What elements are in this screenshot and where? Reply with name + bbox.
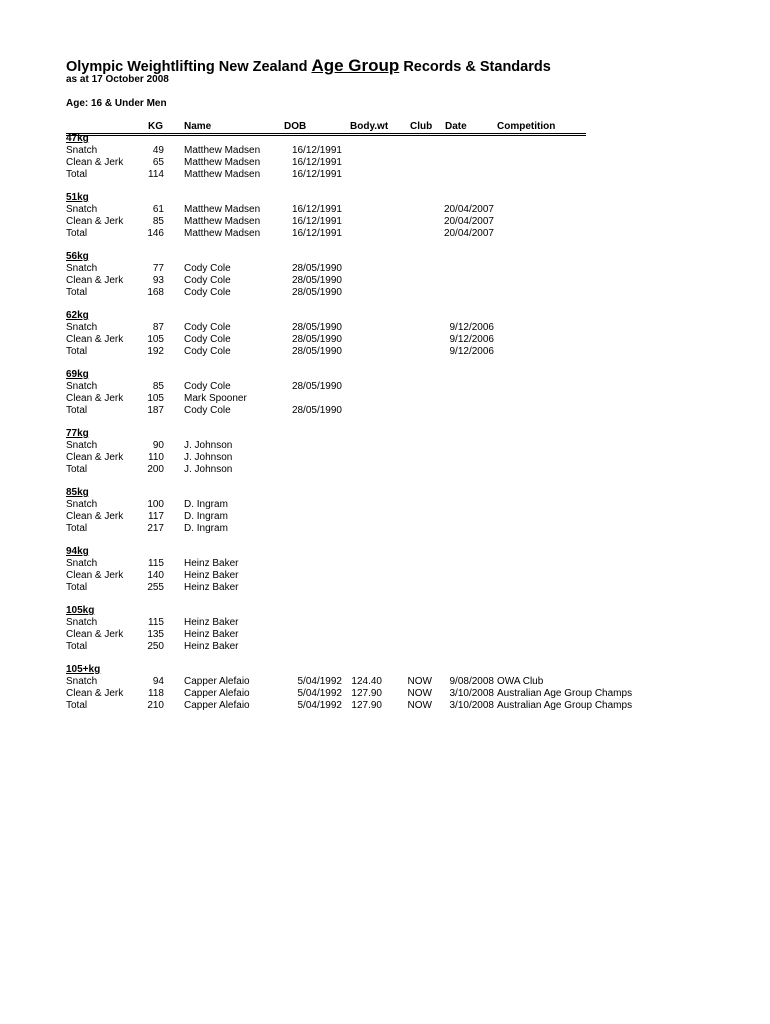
- record-name: Cody Cole: [184, 287, 231, 298]
- record-lift: Clean & Jerk: [66, 511, 124, 522]
- record-kg: 114: [148, 169, 164, 180]
- record-row: [66, 440, 686, 452]
- record-row: [66, 405, 686, 417]
- record-kg: 146: [147, 228, 164, 239]
- record-lift: Total: [66, 582, 88, 593]
- weight-class-heading: 62kg: [66, 310, 89, 321]
- record-name: Heinz Baker: [184, 617, 239, 628]
- record-kg: 140: [147, 570, 164, 581]
- record-bodywt: 127.90: [351, 688, 382, 699]
- record-row: [66, 688, 686, 700]
- record-kg: 90: [152, 440, 164, 451]
- record-kg: 85: [152, 381, 164, 392]
- record-kg: 200: [147, 464, 164, 475]
- record-name: D. Ingram: [184, 523, 228, 534]
- record-kg: 115: [148, 558, 164, 569]
- record-row: [66, 263, 686, 275]
- record-lift: Clean & Jerk: [66, 216, 124, 227]
- record-lift: Total: [66, 405, 88, 416]
- record-kg: 255: [147, 582, 164, 593]
- record-name: Heinz Baker: [184, 629, 239, 640]
- record-row: [66, 499, 686, 511]
- record-dob: 16/12/1991: [291, 216, 342, 227]
- record-row: [66, 204, 686, 216]
- record-date: 3/10/2008: [449, 700, 494, 711]
- title-age-group: Age Group: [311, 56, 400, 75]
- record-name: Matthew Madsen: [184, 228, 261, 239]
- record-bodywt: 127.90: [351, 700, 382, 711]
- title-prefix: Olympic Weightlifting New Zealand: [66, 59, 312, 75]
- record-lift: Clean & Jerk: [66, 275, 124, 286]
- record-name: J. Johnson: [184, 464, 233, 475]
- record-kg: 100: [147, 499, 164, 510]
- record-kg: 94: [152, 676, 164, 687]
- record-row: [66, 570, 686, 582]
- record-name: Capper Alefaio: [184, 676, 250, 687]
- record-lift: Snatch: [66, 676, 98, 687]
- record-row: [66, 676, 686, 688]
- weight-class-heading: 77kg: [66, 428, 89, 439]
- weight-class-heading: 94kg: [66, 546, 89, 557]
- record-kg: 135: [147, 629, 164, 640]
- record-lift: Total: [66, 287, 88, 298]
- header-kg: KG: [148, 121, 163, 132]
- record-date: 9/08/2008: [449, 676, 494, 687]
- record-name: Cody Cole: [184, 381, 231, 392]
- record-lift: Total: [66, 346, 88, 357]
- table-header: [66, 121, 586, 134]
- record-row: [66, 464, 686, 476]
- record-lift: Total: [66, 464, 88, 475]
- record-lift: Snatch: [66, 558, 98, 569]
- record-row: [66, 641, 686, 653]
- record-row: [66, 629, 686, 641]
- record-row: [66, 381, 686, 393]
- record-date: 9/12/2006: [449, 322, 494, 333]
- record-kg: 61: [152, 204, 164, 215]
- weight-class-heading: 69kg: [66, 369, 89, 380]
- record-row: [66, 511, 686, 523]
- record-lift: Clean & Jerk: [66, 452, 124, 463]
- record-kg: 192: [147, 346, 164, 357]
- record-name: Capper Alefaio: [184, 700, 250, 711]
- record-row: [66, 558, 686, 570]
- header-name: Name: [184, 121, 212, 132]
- record-kg: 110: [148, 452, 164, 463]
- record-name: Capper Alefaio: [184, 688, 250, 699]
- record-row: [66, 393, 686, 405]
- record-dob: 28/05/1990: [291, 287, 342, 298]
- record-name: Cody Cole: [184, 346, 231, 357]
- record-dob: 5/04/1992: [297, 676, 342, 687]
- record-name: J. Johnson: [184, 452, 233, 463]
- record-kg: 65: [152, 157, 164, 168]
- record-name: Cody Cole: [184, 263, 231, 274]
- record-date: 20/04/2007: [443, 228, 494, 239]
- record-lift: Clean & Jerk: [66, 570, 124, 581]
- record-lift: Clean & Jerk: [66, 157, 124, 168]
- record-lift: Clean & Jerk: [66, 334, 124, 345]
- record-row: [66, 617, 686, 629]
- record-lift: Total: [66, 523, 88, 534]
- record-name: D. Ingram: [184, 499, 228, 510]
- age-category: Age: 16 & Under Men: [66, 98, 167, 109]
- weight-class-heading: 105kg: [66, 605, 95, 616]
- record-lift: Total: [66, 641, 88, 652]
- record-kg: 250: [147, 641, 164, 652]
- record-club: NOW: [407, 676, 432, 687]
- record-dob: 28/05/1990: [291, 346, 342, 357]
- title-suffix: Records & Standards: [399, 59, 551, 75]
- record-kg: 187: [147, 405, 164, 416]
- record-date: 20/04/2007: [443, 216, 494, 227]
- record-name: J. Johnson: [184, 440, 233, 451]
- record-row: [66, 523, 686, 535]
- record-kg: 105: [147, 393, 164, 404]
- record-row: [66, 287, 686, 299]
- record-name: Heinz Baker: [184, 641, 239, 652]
- record-dob: 28/05/1990: [291, 381, 342, 392]
- as-at-date: as at 17 October 2008: [66, 74, 169, 85]
- record-dob: 28/05/1990: [291, 334, 342, 345]
- record-row: [66, 216, 686, 228]
- record-dob: 28/05/1990: [291, 263, 342, 274]
- header-competition: Competition: [497, 121, 556, 132]
- record-dob: 16/12/1991: [291, 204, 342, 215]
- header-date: Date: [445, 121, 467, 132]
- record-comp: Australian Age Group Champs: [497, 688, 633, 699]
- record-kg: 85: [152, 216, 164, 227]
- weight-class-heading: 51kg: [66, 192, 89, 203]
- record-dob: 16/12/1991: [291, 145, 342, 156]
- header-club: Club: [410, 121, 433, 132]
- record-dob: 28/05/1990: [291, 275, 342, 286]
- record-name: Matthew Madsen: [184, 216, 261, 227]
- record-kg: 49: [152, 145, 164, 156]
- record-lift: Total: [66, 169, 88, 180]
- record-lift: Snatch: [66, 145, 98, 156]
- record-kg: 117: [148, 511, 164, 522]
- record-lift: Snatch: [66, 322, 98, 333]
- record-lift: Snatch: [66, 499, 98, 510]
- record-name: Matthew Madsen: [184, 169, 261, 180]
- record-kg: 118: [148, 688, 164, 699]
- record-row: [66, 228, 686, 240]
- record-name: Heinz Baker: [184, 558, 239, 569]
- record-row: [66, 346, 686, 358]
- record-name: Heinz Baker: [184, 570, 239, 581]
- record-lift: Snatch: [66, 263, 98, 274]
- record-date: 3/10/2008: [449, 688, 494, 699]
- record-kg: 105: [147, 334, 164, 345]
- record-club: NOW: [407, 688, 432, 699]
- record-row: [66, 169, 686, 181]
- weight-class-heading: 47kg: [66, 133, 89, 144]
- page-title: [66, 56, 551, 76]
- record-lift: Snatch: [66, 617, 98, 628]
- record-kg: 115: [148, 617, 164, 628]
- record-club: NOW: [407, 700, 432, 711]
- record-row: [66, 322, 686, 334]
- record-dob: 16/12/1991: [291, 169, 342, 180]
- record-row: [66, 145, 686, 157]
- record-row: [66, 452, 686, 464]
- record-name: Cody Cole: [184, 334, 231, 345]
- record-name: Cody Cole: [184, 322, 231, 333]
- weight-class-heading: 105+kg: [66, 664, 101, 675]
- record-lift: Total: [66, 228, 88, 239]
- record-dob: 5/04/1992: [297, 688, 342, 699]
- record-row: [66, 700, 686, 712]
- record-name: Cody Cole: [184, 405, 231, 416]
- weight-class-heading: 85kg: [66, 487, 89, 498]
- record-name: Mark Spooner: [184, 393, 247, 404]
- record-name: Matthew Madsen: [184, 204, 261, 215]
- record-name: Matthew Madsen: [184, 145, 261, 156]
- record-name: Matthew Madsen: [184, 157, 261, 168]
- record-date: 9/12/2006: [449, 334, 494, 345]
- record-date: 20/04/2007: [443, 204, 494, 215]
- record-kg: 217: [147, 523, 164, 534]
- record-dob: 28/05/1990: [291, 405, 342, 416]
- record-lift: Clean & Jerk: [66, 688, 124, 699]
- record-row: [66, 582, 686, 594]
- record-dob: 16/12/1991: [291, 157, 342, 168]
- record-dob: 5/04/1992: [297, 700, 342, 711]
- record-row: [66, 275, 686, 287]
- record-name: Heinz Baker: [184, 582, 239, 593]
- record-lift: Snatch: [66, 204, 98, 215]
- record-date: 9/12/2006: [449, 346, 494, 357]
- record-dob: 16/12/1991: [291, 228, 342, 239]
- record-kg: 210: [147, 700, 164, 711]
- weight-class-heading: 56kg: [66, 251, 89, 262]
- record-lift: Total: [66, 700, 88, 711]
- record-comp: OWA Club: [497, 676, 544, 687]
- record-lift: Snatch: [66, 381, 98, 392]
- record-kg: 93: [152, 275, 164, 286]
- header-bodywt: Body.wt: [350, 121, 389, 132]
- record-name: Cody Cole: [184, 275, 231, 286]
- record-lift: Clean & Jerk: [66, 393, 124, 404]
- record-name: D. Ingram: [184, 511, 228, 522]
- record-bodywt: 124.40: [351, 676, 382, 687]
- record-lift: Clean & Jerk: [66, 629, 124, 640]
- header-dob: DOB: [284, 121, 307, 132]
- record-row: [66, 334, 686, 346]
- record-comp: Australian Age Group Champs: [497, 700, 633, 711]
- record-kg: 87: [152, 322, 164, 333]
- record-dob: 28/05/1990: [291, 322, 342, 333]
- record-lift: Snatch: [66, 440, 98, 451]
- record-kg: 168: [147, 287, 164, 298]
- record-row: [66, 157, 686, 169]
- record-kg: 77: [152, 263, 164, 274]
